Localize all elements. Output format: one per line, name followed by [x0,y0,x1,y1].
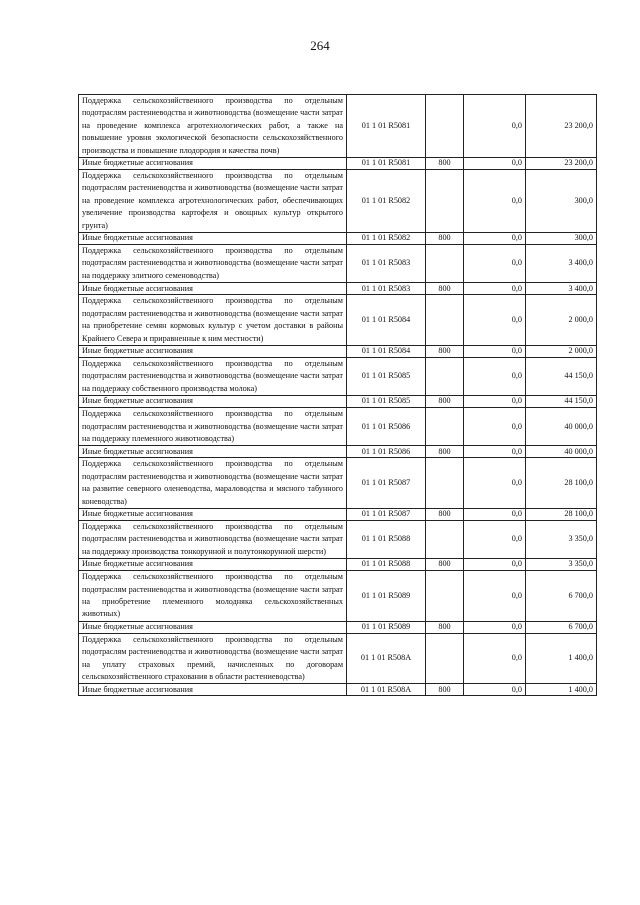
row-value-1-cell: 0,0 [464,158,526,170]
row-type-cell: 800 [426,345,464,357]
row-name-cell: Иные бюджетные ассигнования [79,283,347,295]
table-row [79,633,597,684]
row-value-2-cell: 6 700,0 [526,571,597,622]
table-row [79,357,597,395]
row-value-2-cell: 3 350,0 [526,520,597,558]
row-name-cell: Поддержка сельскохозяйственного производства по отдельным подотраслям растениеводства и животноводства (возмещение части затрат на поддержку собственного производства молока) [79,357,347,395]
table-row [79,571,597,622]
row-value-1-cell: 0,0 [464,508,526,520]
row-value-1-cell: 0,0 [464,633,526,684]
row-type-cell [426,520,464,558]
table-row [79,295,597,346]
row-value-2-cell: 3 400,0 [526,245,597,283]
row-type-cell [426,458,464,509]
row-type-cell: 800 [426,283,464,295]
row-code-cell: 01 1 01 R5081 [347,95,426,158]
row-value-2-cell: 6 700,0 [526,621,597,633]
row-value-2-cell: 23 200,0 [526,95,597,158]
row-code-cell: 01 1 01 R5089 [347,571,426,622]
row-code-cell: 01 1 01 R5088 [347,559,426,571]
table-row [79,283,597,295]
row-value-1-cell: 0,0 [464,396,526,408]
row-value-1-cell: 0,0 [464,408,526,446]
row-type-cell: 800 [426,621,464,633]
row-code-cell: 01 1 01 R5086 [347,446,426,458]
row-code-cell: 01 1 01 R5082 [347,233,426,245]
row-value-1-cell: 0,0 [464,233,526,245]
row-type-cell: 800 [426,233,464,245]
table-row [79,396,597,408]
row-value-2-cell: 44 150,0 [526,357,597,395]
row-code-cell: 01 1 01 R5087 [347,508,426,520]
row-code-cell: 01 1 01 R5088 [347,520,426,558]
row-value-1-cell: 0,0 [464,684,526,696]
row-code-cell: 01 1 01 R5084 [347,295,426,346]
row-type-cell [426,633,464,684]
row-name-cell: Иные бюджетные ассигнования [79,158,347,170]
row-value-2-cell: 40 000,0 [526,408,597,446]
row-value-2-cell: 28 100,0 [526,508,597,520]
row-type-cell [426,245,464,283]
row-value-1-cell: 0,0 [464,621,526,633]
row-name-cell: Иные бюджетные ассигнования [79,233,347,245]
row-type-cell: 800 [426,158,464,170]
row-type-cell [426,295,464,346]
row-value-1-cell: 0,0 [464,458,526,509]
row-name-cell: Иные бюджетные ассигнования [79,345,347,357]
row-type-cell: 800 [426,684,464,696]
row-code-cell: 01 1 01 R5082 [347,170,426,233]
row-value-1-cell: 0,0 [464,571,526,622]
table-row [79,520,597,558]
row-code-cell: 01 1 01 R5085 [347,357,426,395]
row-value-1-cell: 0,0 [464,295,526,346]
row-code-cell: 01 1 01 R5083 [347,283,426,295]
row-value-2-cell: 28 100,0 [526,458,597,509]
table-row [79,559,597,571]
row-type-cell [426,357,464,395]
row-name-cell: Поддержка сельскохозяйственного производства по отдельным подотраслям растениеводства и животноводства (возмещение части затрат на приобретение племенного молодняка сельскохозяйственных животных) [79,571,347,622]
row-name-cell: Иные бюджетные ассигнования [79,508,347,520]
budget-table [78,94,597,696]
table-row [79,245,597,283]
row-code-cell: 01 1 01 R5083 [347,245,426,283]
row-type-cell [426,571,464,622]
row-name-cell: Иные бюджетные ассигнования [79,684,347,696]
table-row [79,446,597,458]
row-code-cell: 01 1 01 R5086 [347,408,426,446]
row-type-cell: 800 [426,396,464,408]
table-row [79,345,597,357]
row-code-cell: 01 1 01 R508A [347,684,426,696]
row-name-cell: Поддержка сельскохозяйственного производства по отдельным подотраслям растениеводства и животноводства (возмещение части затрат на проведение комплекса агротехнологических работ, а также на повышение уровня экологической безопасности сельскохозяйственного производства и повышение плодородия и качества почв) [79,95,347,158]
row-name-cell: Поддержка сельскохозяйственного производства по отдельным подотраслям растениеводства и животноводства (возмещение части затрат на поддержку производства тонкорунной и полутонкорунной шерсти) [79,520,347,558]
row-type-cell [426,408,464,446]
page-number: 264 [310,38,330,53]
row-value-2-cell: 300,0 [526,233,597,245]
row-code-cell: 01 1 01 R5085 [347,396,426,408]
row-value-2-cell: 3 400,0 [526,283,597,295]
row-value-1-cell: 0,0 [464,357,526,395]
row-type-cell [426,170,464,233]
table-row [79,408,597,446]
row-value-1-cell: 0,0 [464,95,526,158]
table-row [79,508,597,520]
table-row [79,621,597,633]
row-name-cell: Иные бюджетные ассигнования [79,396,347,408]
table-row [79,170,597,233]
row-value-1-cell: 0,0 [464,520,526,558]
row-type-cell: 800 [426,508,464,520]
row-name-cell: Иные бюджетные ассигнования [79,559,347,571]
row-value-1-cell: 0,0 [464,345,526,357]
row-name-cell: Иные бюджетные ассигнования [79,621,347,633]
row-name-cell: Иные бюджетные ассигнования [79,446,347,458]
table-row [79,684,597,696]
row-name-cell: Поддержка сельскохозяйственного производства по отдельным подотраслям растениеводства и животноводства (возмещение части затрат на приобретение семян кормовых культур с учетом доставки в районы Крайнего Севера и приравненные к ним местности) [79,295,347,346]
row-value-1-cell: 0,0 [464,170,526,233]
row-type-cell [426,95,464,158]
row-type-cell: 800 [426,446,464,458]
row-value-2-cell: 2 000,0 [526,295,597,346]
row-value-2-cell: 1 400,0 [526,633,597,684]
row-code-cell: 01 1 01 R508A [347,633,426,684]
row-code-cell: 01 1 01 R5087 [347,458,426,509]
row-name-cell: Поддержка сельскохозяйственного производства по отдельным подотраслям растениеводства и животноводства (возмещение части затрат на развитие северного оленеводства, мараловодства и мясного табунного коневодства) [79,458,347,509]
row-value-1-cell: 0,0 [464,446,526,458]
table-row [79,458,597,509]
row-value-2-cell: 44 150,0 [526,396,597,408]
row-value-1-cell: 0,0 [464,245,526,283]
row-value-2-cell: 300,0 [526,170,597,233]
row-value-1-cell: 0,0 [464,559,526,571]
row-name-cell: Поддержка сельскохозяйственного производства по отдельным подотраслям растениеводства и животноводства (возмещение части затрат на поддержку племенного животноводства) [79,408,347,446]
row-value-2-cell: 2 000,0 [526,345,597,357]
row-code-cell: 01 1 01 R5089 [347,621,426,633]
table-row [79,95,597,158]
table-body [79,95,597,696]
row-name-cell: Поддержка сельскохозяйственного производства по отдельным подотраслям растениеводства и животноводства (возмещение части затрат на поддержку элитного семеноводства) [79,245,347,283]
row-type-cell: 800 [426,559,464,571]
row-code-cell: 01 1 01 R5081 [347,158,426,170]
row-value-2-cell: 40 000,0 [526,446,597,458]
table-row [79,233,597,245]
row-value-2-cell: 3 350,0 [526,559,597,571]
row-name-cell: Поддержка сельскохозяйственного производства по отдельным подотраслям растениеводства и животноводства (возмещение части затрат на уплату страховых премий, начисленных по договорам сельскохозяйственного страхования в области растениеводства) [79,633,347,684]
table-row [79,158,597,170]
row-value-2-cell: 23 200,0 [526,158,597,170]
row-value-1-cell: 0,0 [464,283,526,295]
row-name-cell: Поддержка сельскохозяйственного производства по отдельным подотраслям растениеводства и животноводства (возмещение части затрат на проведение комплекса агротехнологических работ, обеспечивающих увеличение производства картофеля и овощных культур открытого грунта) [79,170,347,233]
row-value-2-cell: 1 400,0 [526,684,597,696]
row-code-cell: 01 1 01 R5084 [347,345,426,357]
